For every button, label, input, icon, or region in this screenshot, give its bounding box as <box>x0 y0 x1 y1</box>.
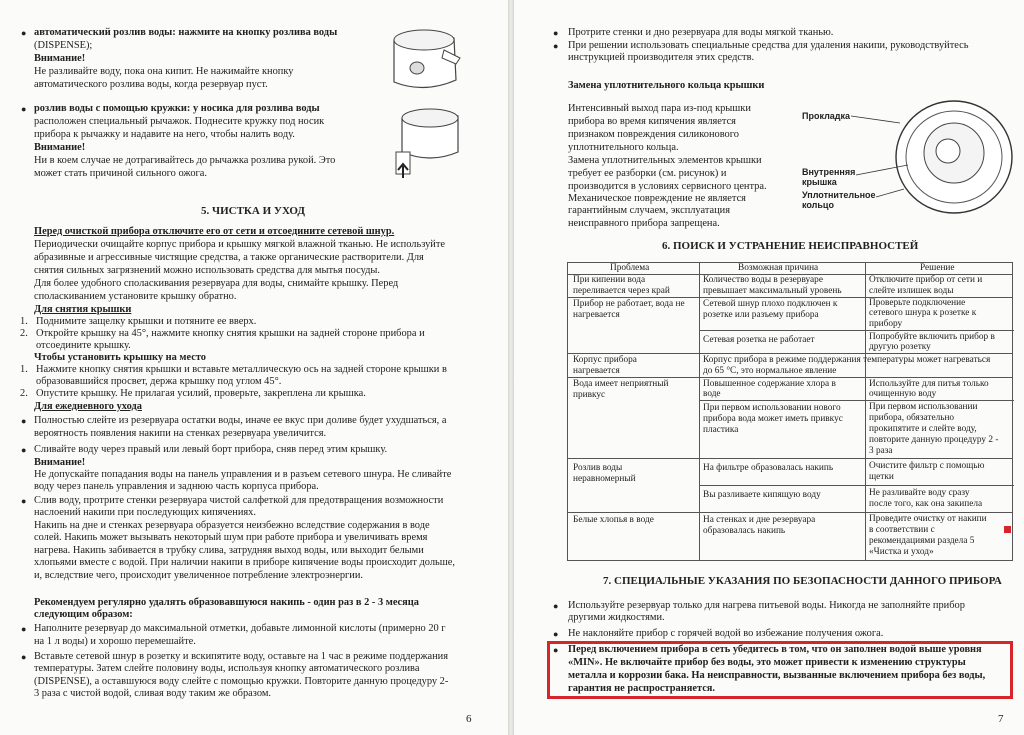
text-line: Наполните резервуар до максимальной отметки, добавьте лимонной кислоты (примерно 20 г <box>34 623 446 634</box>
text-line: признаком повреждения силиконового <box>568 129 739 140</box>
table-cell: пластика <box>703 425 739 435</box>
table-cell: образовалась накипь <box>703 526 786 536</box>
text-line: Не наклоняйте прибор с горячей водой во избежание получения ожога. <box>568 628 884 639</box>
page-number: 7 <box>998 713 1004 725</box>
table-cell: в соответствии с <box>869 525 935 535</box>
text-line: Ни в коем случае не дотрагивайтесь до рычажка розлива рукой. Это <box>34 155 336 166</box>
troubleshooting-table <box>567 262 1013 561</box>
table-divider <box>699 485 1014 486</box>
table-divider <box>568 458 1012 459</box>
warning-line: «MIN». Не включайте прибор без воды, это может привести к изменению структуры <box>568 657 966 668</box>
warning-line: металла и коррозии бака. На неисправности, вызванные включением прибора без воды, <box>568 670 986 681</box>
table-cell: прокипятите и слейте воду, <box>869 424 977 434</box>
lid-seal-diagram <box>796 93 1014 223</box>
text-line: споласкиванием установите крышку обратно. <box>34 291 237 302</box>
text-line: Замена уплотнительных элементов крышки <box>568 155 762 166</box>
seal-ring-label: Уплотнительное <box>802 190 876 200</box>
table-cell: Используйте для питья только <box>869 379 989 389</box>
recommend-line: Рекомендуем регулярно удалять образовавшуюся накипь - один раз в 2 - 3 месяца <box>34 597 419 608</box>
text-line: нагрева. Накипь забивается в трубку слива, затрудняя выход воды, или выходит белыми <box>34 545 424 556</box>
table-header: Проблема <box>610 263 650 273</box>
table-cell: Повышенное содержание хлора в <box>703 379 836 389</box>
subheading: Чтобы установить крышку на место <box>34 352 206 363</box>
table-cell: повторите данную процедуру 2 - <box>869 435 999 445</box>
table-cell: При кипении вода <box>573 275 646 285</box>
table-cell: Вы разливаете кипящую воду <box>703 490 821 500</box>
text-line: Опустите крышку. Не прилагая усилий, проверьте, закреплена ли крышка. <box>36 388 366 399</box>
warning-line: Перед включением прибора в сеть убедитесь в том, что он заполнен водой выше уровня <box>568 644 982 655</box>
text-line: гарантийным случаем, эксплуатация <box>568 205 731 216</box>
table-cell: При первом использовании нового <box>703 403 841 413</box>
table-divider <box>865 263 866 560</box>
table-cell: после того, как она закипела <box>869 499 983 509</box>
text-line: расположен специальный рычажок. Поднесите кружку под носик <box>34 116 325 127</box>
text-line: При решении использовать специальные средства для удаления накипи, руководствуйтесь <box>568 40 969 51</box>
bullet-icon: ● <box>553 28 559 38</box>
table-divider <box>568 353 1012 354</box>
seal-ring-label: кольцо <box>802 200 834 210</box>
step-number: 1. <box>20 364 28 375</box>
inner-lid-label: крышка <box>802 177 837 187</box>
table-cell: до 65 °C, это нормальное явление <box>703 366 837 376</box>
auto-dispense-line: автоматический розлив воды: нажмите на кнопку розлива воды <box>34 27 338 38</box>
text-line: хлопьями вместе с водой. При наличии накипи в приборе кипячение воды происходит дольше, <box>34 557 455 568</box>
text-line: Накипь на дне и стенках резервуара образуется неизбежно вследствие содержания в воде <box>34 520 430 531</box>
table-divider <box>699 400 1014 401</box>
table-cell: очищенную воду <box>869 389 937 399</box>
table-cell: Сетевая розетка не работает <box>703 335 815 345</box>
text-line: может стать причиной сильного ожога. <box>34 168 207 179</box>
seal-section-title: Замена уплотнительного кольца крышки <box>568 80 765 91</box>
table-cell: нагревается <box>573 310 620 320</box>
text-line: требует ее разборки (см. рисунок) и <box>568 168 727 179</box>
text-line: и, вследствие чего, происходит увеличенное потребление электроэнергии. <box>34 570 363 581</box>
text-line: Слив воду, протрите стенки резервуара чистой салфеткой для предотвращения возможности <box>34 495 444 506</box>
recommend-line: следующим образом: <box>34 609 133 620</box>
table-cell: 3 раза <box>869 446 893 456</box>
kettle-dispense-button-illustration <box>384 20 466 98</box>
bullet-icon: ● <box>21 624 27 634</box>
table-divider <box>568 512 1012 513</box>
section-5-title: 5. ЧИСТКА И УХОД <box>201 205 305 217</box>
section-7-title: 7. СПЕЦИАЛЬНЫЕ УКАЗАНИЯ ПО БЕЗОПАСНОСТИ ДАННОГО ПРИБОРА <box>603 575 1002 587</box>
table-cell: Проведите очистку от накипи <box>869 514 987 524</box>
bullet-icon: ● <box>21 104 27 114</box>
kettle-cup-lever-illustration <box>388 100 470 182</box>
text-line: другими жидкостями. <box>568 612 665 623</box>
table-cell: неравномерный <box>573 474 636 484</box>
text-line: солей. Накипь может вызывать некоторый шум при работе прибора и увеличивать время <box>34 532 428 543</box>
table-cell: Попробуйте включить прибор в <box>869 332 995 342</box>
bullet-icon: ● <box>553 41 559 51</box>
text-line: (DISPENSE); <box>34 40 93 51</box>
bullet-icon: ● <box>21 496 27 506</box>
table-cell: привкус <box>573 390 606 400</box>
table-cell: переливается через край <box>573 286 670 296</box>
subheading: Для снятия крышки <box>34 304 132 315</box>
text-line: Перед очисткой прибора отключите его от сети и отсоедините сетевой шнур. <box>34 226 395 237</box>
text-line: Поднимите защелку крышки и потяните ее вверх. <box>36 316 257 327</box>
text-line: образовавшийся просвет, держа крышку под углом 45°. <box>36 376 282 387</box>
bullet-icon: ● <box>21 652 27 662</box>
text-line: воду через панель управления и заднюю часть корпуса прибора. <box>34 481 319 492</box>
table-cell: На стенках и дне резервуара <box>703 515 816 525</box>
warning-label: Внимание! <box>34 457 86 468</box>
bullet-icon: ● <box>21 416 27 426</box>
table-divider <box>699 330 1014 331</box>
bullet-icon: ● <box>21 445 27 455</box>
text-line: Используйте резервуар только для нагрева питьевой воды. Никогда не заполняйте прибор <box>568 600 965 611</box>
subheading: Для ежедневного ухода <box>34 401 142 412</box>
text-line: инструкцией производителя этих средств. <box>568 52 755 63</box>
table-cell: Белые хлопья в воде <box>573 515 654 525</box>
table-cell: воде <box>703 389 721 399</box>
table-cell: Отключите прибор от сети и <box>869 275 983 285</box>
text-line: неисправного прибора запрещена. <box>568 218 720 229</box>
table-cell: Вода имеет неприятный <box>573 379 669 389</box>
table-cell: щетки <box>869 472 894 482</box>
table-cell: Корпус прибора <box>573 355 637 365</box>
table-cell: прибора вода может иметь привкус <box>703 414 843 424</box>
text-line: Не допускайте попадания воды на панель управления и в разъем сетевого шнура. Не сливайте <box>34 469 452 480</box>
table-cell: Очистите фильтр с помощью <box>869 461 985 471</box>
table-divider <box>699 263 700 560</box>
text-line: Полностью слейте из резервуара остатки воды, иначе ее вкус при доливе будет ухудшаться, а <box>34 415 447 426</box>
text-line: наслоений накипи при последующих кипячениях. <box>34 507 256 518</box>
table-cell: Розлив воды <box>573 463 623 473</box>
step-number: 1. <box>20 316 28 327</box>
red-marker <box>1004 526 1011 533</box>
text-line: вероятность появления накипи на стенках резервуара увеличится. <box>34 428 327 439</box>
text-line: Механическое повреждение не является <box>568 193 746 204</box>
text-line: отсоедините крышку. <box>36 340 131 351</box>
text-line: Интенсивный выход пара из-под крышки <box>568 103 751 114</box>
table-cell: Корпус прибора в режиме поддержания температуры может нагреваться <box>703 355 991 365</box>
page-number: 6 <box>466 713 472 725</box>
table-cell: другую розетку <box>869 342 931 352</box>
inner-lid-label: Внутренняя <box>802 167 856 177</box>
warning-line: гарантия не распространяется. <box>568 683 716 694</box>
table-cell: прибору <box>869 319 903 329</box>
cup-dispense-line: розлив воды с помощью кружки: у носика для розлива воды <box>34 103 320 114</box>
bullet-icon: ● <box>553 629 559 639</box>
table-header: Возможная причина <box>738 263 819 273</box>
text-line: (DISPENSE), а оставшуюся воду слейте с помощью кружки. Повторите данную процедуру 2- <box>34 676 449 687</box>
table-cell: превышает максимальный уровень <box>703 286 842 296</box>
table-cell: нагревается <box>573 366 620 376</box>
text-line: Нажмите кнопку снятия крышки и вставьте металлическую ось на задней стороне крышки в <box>36 364 447 375</box>
table-cell: Сетевой шнур плохо подключен к <box>703 299 838 309</box>
gasket-label: Прокладка <box>802 111 851 121</box>
table-cell: Количество воды в резервуаре <box>703 275 823 285</box>
text-line: Протрите стенки и дно резервуара для воды мягкой тканью. <box>568 27 834 38</box>
warning-label: Внимание! <box>34 142 86 153</box>
table-cell: прибора, обязательно <box>869 413 955 423</box>
text-line: Периодически очищайте корпус прибора и крышку мягкой влажной тканью. Не используйте <box>34 239 445 250</box>
text-line: температуры. Затем слейте половину воды, используя кнопку автоматического розлива <box>34 663 420 674</box>
text-line: прибора к рычажку и надавите на него, чтобы налить воду. <box>34 129 295 140</box>
table-cell: сетевого шнура к розетке к <box>869 308 977 318</box>
table-cell: Не разливайте воду сразу <box>869 488 970 498</box>
text-line: прибора во время кипячения является <box>568 116 736 127</box>
step-number: 2. <box>20 388 28 399</box>
text-line: 3 раза с чистой водой, сливая воду таким же образом. <box>34 688 271 699</box>
text-line: уплотнительного кольца. <box>568 142 679 153</box>
text-line: производится в условиях сервисного центра. <box>568 181 767 192</box>
table-cell: При первом использовании <box>869 402 978 412</box>
warning-label: Внимание! <box>34 53 86 64</box>
text-line: на 1 л воды) и хорошо перемешайте. <box>34 636 196 647</box>
text-line: Не разливайте воду, пока она кипит. Не нажимайте кнопку <box>34 66 294 77</box>
bullet-icon: ● <box>553 645 559 655</box>
bullet-icon: ● <box>21 28 27 38</box>
text-line: Для более удобного споласкивания резервуара для воды, снимайте крышку. Перед <box>34 278 399 289</box>
table-cell: розетке или разъему прибора <box>703 310 819 320</box>
text-line: Вставьте сетевой шнур в розетку и вскипятите воду, оставьте на 1 час в режиме поддержания <box>34 651 449 662</box>
text-line: снятия сильных загрязнений можно использовать средства для мытья посуды. <box>34 265 381 276</box>
table-header: Решение <box>920 263 955 273</box>
text-line: абразивные и агрессивные чистящие средства, а также органические растворители. Для <box>34 252 424 263</box>
text-line: Сливайте воду через правый или левый борт прибора, сняв перед этим крышку. <box>34 444 388 455</box>
table-cell: Проверьте подключение <box>869 298 966 308</box>
text-line: Откройте крышку на 45°, нажмите кнопку снятия крышки на задней стороне прибора и <box>36 328 425 339</box>
table-cell: Прибор не работает, вода не <box>573 299 685 309</box>
table-cell: рекомендациями раздела 5 <box>869 536 975 546</box>
table-cell: На фильтре образовалась накипь <box>703 463 834 473</box>
table-cell: слейте излишек воды <box>869 286 954 296</box>
table-cell: «Чистка и уход» <box>869 547 934 557</box>
text-line: автоматического розлива воды, когда резервуар пуст. <box>34 79 268 90</box>
bullet-icon: ● <box>553 601 559 611</box>
step-number: 2. <box>20 328 28 339</box>
section-6-title: 6. ПОИСК И УСТРАНЕНИЕ НЕИСПРАВНОСТЕЙ <box>662 240 919 252</box>
